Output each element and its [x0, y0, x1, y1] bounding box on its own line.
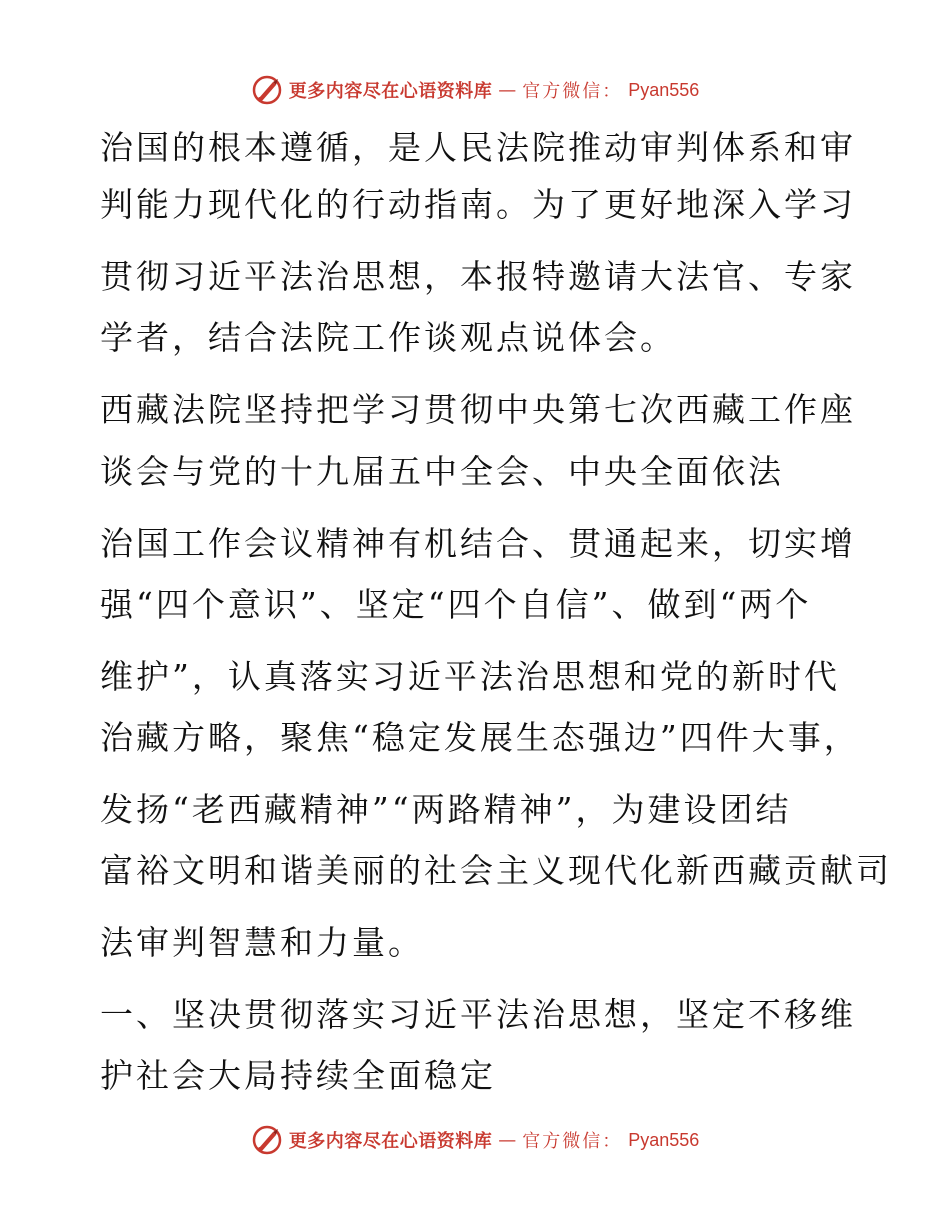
body-line: 强“四个意识”、坚定“四个自信”、做到“两个 [100, 585, 812, 624]
watermark-dash: — [498, 79, 517, 101]
body-line: 护社会大局持续全面稳定 [100, 1056, 496, 1095]
body-line: 一、坚决贯彻落实习近平法治思想，坚定不移维 [100, 995, 856, 1034]
body-line: 贯彻习近平法治思想，本报特邀请大法官、专家 [100, 257, 856, 296]
body-line: 谈会与党的十九届五中全会、中央全面依法 [100, 452, 784, 491]
body-line: 治国工作会议精神有机结合、贯通起来，切实增 [100, 524, 856, 563]
watermark-wechat-id: Pyan556 [628, 1129, 700, 1150]
body-line: 学者，结合法院工作谈观点说体会。 [100, 318, 676, 357]
body-line: 富裕文明和谐美丽的社会主义现代化新西藏贡献司 [100, 851, 892, 890]
body-line: 维护”，认真落实习近平法治思想和党的新时代 [100, 657, 840, 696]
body-line: 治藏方略，聚焦“稳定发展生态强边”四件大事， [100, 718, 860, 757]
body-line: 治国的根本遵循，是人民法院推动审判体系和审 [100, 128, 856, 167]
watermark-official-label: 官方微信： [522, 1131, 623, 1152]
watermark-brand-text: 更多内容尽在心语资料库 [288, 81, 493, 102]
watermark-dash: — [498, 1129, 517, 1151]
body-line: 判能力现代化的行动指南。为了更好地深入学习 [100, 185, 856, 224]
body-line: 西藏法院坚持把学习贯彻中央第七次西藏工作座 [100, 390, 856, 429]
watermark-wechat-id: Pyan556 [628, 79, 700, 100]
watermark-brand-text: 更多内容尽在心语资料库 [288, 1131, 493, 1152]
body-line: 发扬“老西藏精神”“两路精神”，为建设团结 [100, 790, 792, 829]
quill-pen-logo-icon [251, 1124, 283, 1156]
watermark-official-label: 官方微信： [522, 81, 623, 102]
footer-watermark [0, 1120, 950, 1160]
body-line: 法审判智慧和力量。 [100, 923, 424, 962]
